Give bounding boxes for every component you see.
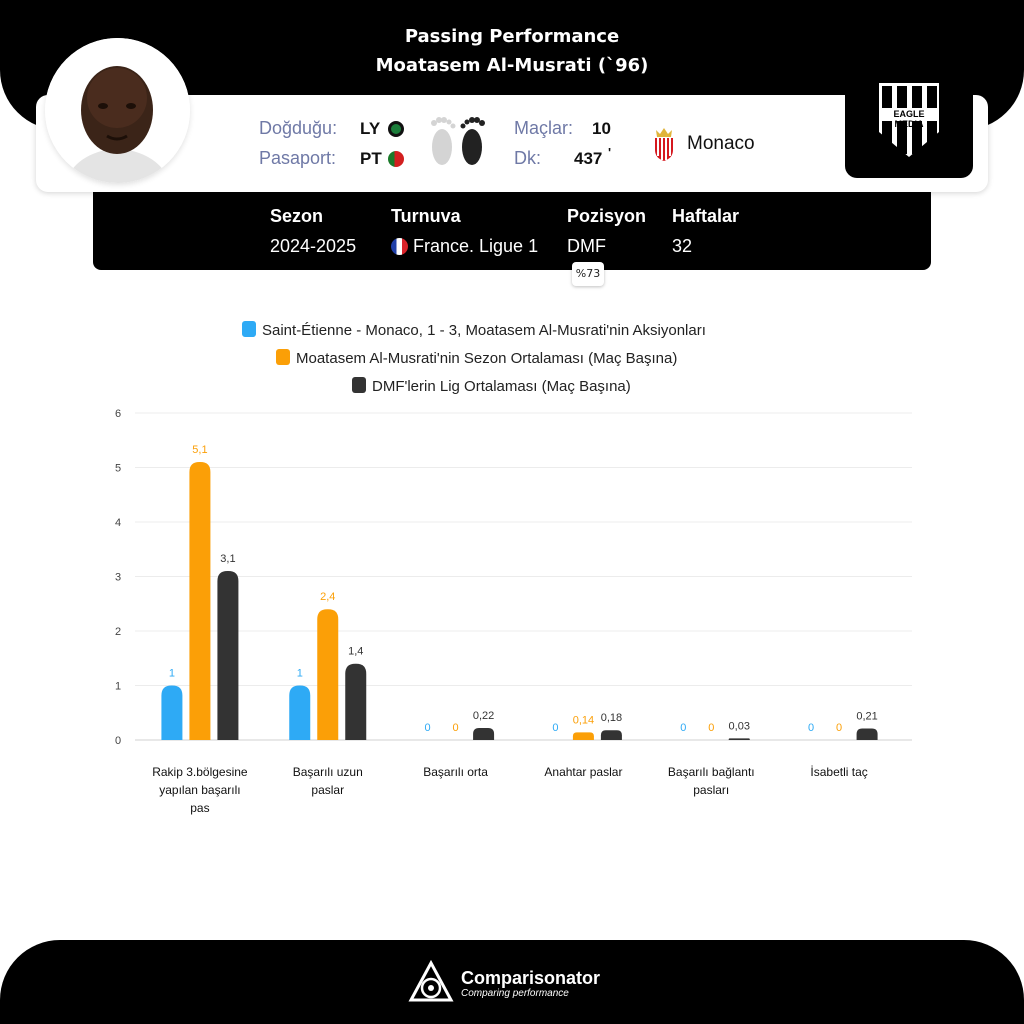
data-label: 0,03 (728, 720, 750, 733)
x-tick-label (152, 765, 248, 815)
matches-label: Maçlar: (514, 118, 574, 138)
position-value: DMF (567, 236, 606, 256)
data-label: 3,1 (220, 553, 236, 566)
x-tick-label-line: pas (190, 801, 210, 815)
x-tick-label-line: paslar (311, 783, 345, 797)
portugal-flag-icon (388, 151, 404, 167)
bar (473, 728, 494, 740)
data-label: 0 (808, 722, 815, 734)
data-label: 5,1 (192, 444, 208, 457)
legend-item-league-avg (352, 377, 631, 397)
minutes-value: 437 (574, 149, 603, 168)
legend-item-season-avg (276, 349, 677, 369)
legend-item-match (242, 321, 706, 341)
bar (601, 730, 622, 740)
x-tick-label-line: Rakip 3.bölgesine (152, 765, 248, 779)
player-avatar (45, 38, 190, 183)
y-tick-label: 6 (114, 408, 122, 420)
data-label: 0,21 (856, 710, 878, 723)
birth-country-code: LY (360, 119, 381, 138)
legend-swatch-match (242, 321, 256, 337)
x-tick-label (293, 765, 363, 797)
tournament-value: France. Ligue 1 (413, 236, 539, 256)
x-tick-label-line: Başarılı orta (423, 765, 488, 779)
y-tick-label: 4 (114, 517, 122, 529)
birth-label: Doğduğu: (259, 118, 338, 138)
x-tick-label-line: Başarılı bağlantı (667, 765, 755, 779)
libya-flag-icon (388, 121, 404, 137)
data-label: 0 (552, 722, 559, 734)
club-name: Monaco (687, 133, 755, 154)
data-label: 2,4 (320, 591, 336, 604)
data-label: 1 (296, 667, 303, 680)
x-tick-label (810, 765, 867, 779)
y-tick-label: 3 (114, 571, 122, 584)
passport-country-code: PT (360, 149, 382, 168)
data-label: 0 (708, 722, 715, 734)
data-label: 0 (836, 722, 843, 734)
brand-logo (845, 70, 973, 178)
weeks-header: Haftalar (672, 206, 740, 226)
x-tick-label (668, 765, 755, 797)
footer-brand-name: Comparisonator (461, 968, 601, 988)
y-tick-label: 2 (114, 626, 122, 638)
footer-tagline: Comparing performance (461, 988, 569, 999)
bar (161, 686, 182, 741)
tournament-header: Turnuva (391, 206, 461, 226)
data-label: 0 (424, 722, 431, 734)
bar (729, 738, 750, 740)
y-tick-label: 0 (114, 735, 122, 747)
legend-swatch-season-avg (276, 349, 290, 365)
minutes-suffix: ' (608, 145, 612, 160)
x-tick-label-line: pasları (693, 783, 730, 797)
data-label: 1,4 (348, 645, 364, 658)
bar (857, 729, 878, 740)
y-tick-label: 5 (114, 462, 122, 475)
comparisonator-logo-icon (408, 960, 454, 1004)
x-tick-label (544, 765, 622, 779)
passport-label: Pasaport: (259, 148, 337, 168)
x-tick-label-line: yapılan başarılı (159, 783, 241, 797)
legend-label-match: Saint-Étienne - Monaco, 1 - 3, Moatasem Al-Musrati'nin Aksiyonları (262, 322, 706, 339)
data-label: 1 (168, 667, 175, 680)
x-tick-label-line: Başarılı uzun (292, 765, 363, 779)
bar-chart (0, 395, 1024, 835)
data-label: 0,22 (472, 710, 495, 723)
chart-title: Passing Performance (404, 26, 620, 47)
x-tick-label-line: İsabetli taç (810, 765, 868, 779)
y-tick-label: 1 (114, 680, 122, 693)
footedness-icon (428, 113, 488, 171)
brand-logo-text: EAGLE MEDIA (893, 109, 925, 129)
season-info-band (93, 192, 931, 270)
x-tick-label-line: Anahtar paslar (544, 765, 623, 779)
data-label: 0,18 (600, 712, 623, 725)
weeks-value: 32 (672, 236, 693, 256)
position-header: Pozisyon (567, 206, 647, 226)
data-label: 0,14 (572, 714, 595, 727)
season-header: Sezon (270, 206, 324, 226)
bar (289, 686, 310, 741)
bar (573, 732, 594, 740)
data-label: 0 (452, 722, 459, 734)
bar (217, 571, 238, 740)
bar (317, 609, 338, 740)
minutes-label: Dk: (514, 148, 541, 168)
bar (345, 664, 366, 740)
legend-label-league-avg: DMF'lerin Lig Ortalaması (Maç Başına) (372, 378, 631, 395)
france-flag-icon (391, 238, 408, 255)
data-label: 0 (680, 722, 687, 734)
season-value: 2024-2025 (270, 236, 357, 256)
matches-value: 10 (592, 119, 611, 138)
position-percent-badge: %73 (572, 262, 604, 286)
player-title: Moatasem Al-Musrati (`96) (375, 55, 649, 76)
bar (189, 462, 210, 740)
legend-label-season-avg: Moatasem Al-Musrati'nin Sezon Ortalaması (Maç Başına) (296, 350, 678, 367)
legend-swatch-league-avg (352, 377, 366, 393)
club-crest-icon (652, 126, 676, 162)
x-tick-label (423, 765, 488, 779)
